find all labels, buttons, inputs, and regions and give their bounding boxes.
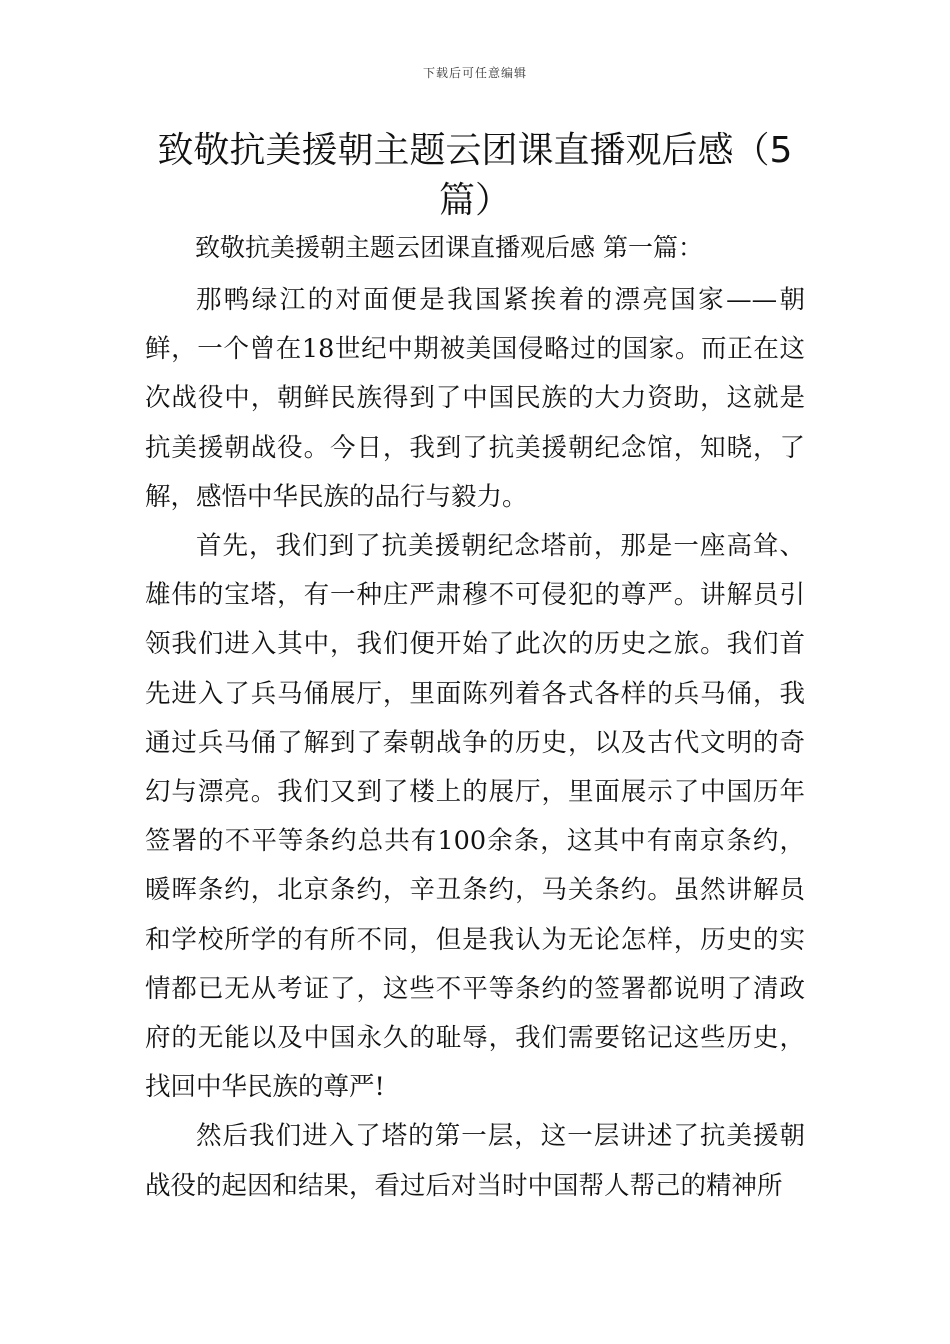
paragraph-3: 然后我们进入了塔的第一层，这一层讲述了抗美援朝战役的起因和结果，看过后对当时中国帮人帮己的精神所 [145, 1121, 805, 1201]
document-title: 致敬抗美援朝主题云团课直播观后感（5篇） [157, 130, 793, 221]
header-note: 下载后可任意编辑 [422, 66, 527, 80]
document-subtitle: 致敬抗美援朝主题云团课直播观后感 第一篇： [195, 233, 703, 262]
paragraph-2: 首先，我们到了抗美援朝纪念塔前，那是一座高耸、雄伟的宝塔，有一种庄严肃穆不可侵犯的尊严。讲解员引领我们进入其中，我们便开始了此次的历史之旅。我们首先进入了兵马俑展厅，里面陈列着各式各样的兵马俑，我通过兵马俑了解到了秦朝战争的历史，以及古代文明的奇幻与漂亮。我们又到了楼上的展厅，里面展示了中国历年签署的不平等条约总共有100余条，这其中有南京条约，暖晖条约，北京条约，辛丑条约，马关条约。虽然讲解员和学校所学的有所不同，但是我认为无论怎样，历史的实情都已无从考证了，这些不平等条约的签署都说明了清政府的无能以及中国永久的耻辱，我们需要铭记这些历史，找回中华民族的尊严! [145, 531, 805, 1103]
document-body [145, 276, 805, 1211]
paragraph-1: 那鸭绿江的对面便是我国紧挨着的漂亮国家——朝鲜，一个曾在18世纪中期被美国侵略过的国家。而正在这次战役中，朝鲜民族得到了中国民族的大力资助，这就是抗美援朝战役。今日，我到了抗美援朝纪念馆，知晓，了解，感悟中华民族的品行与毅力。 [145, 285, 805, 512]
